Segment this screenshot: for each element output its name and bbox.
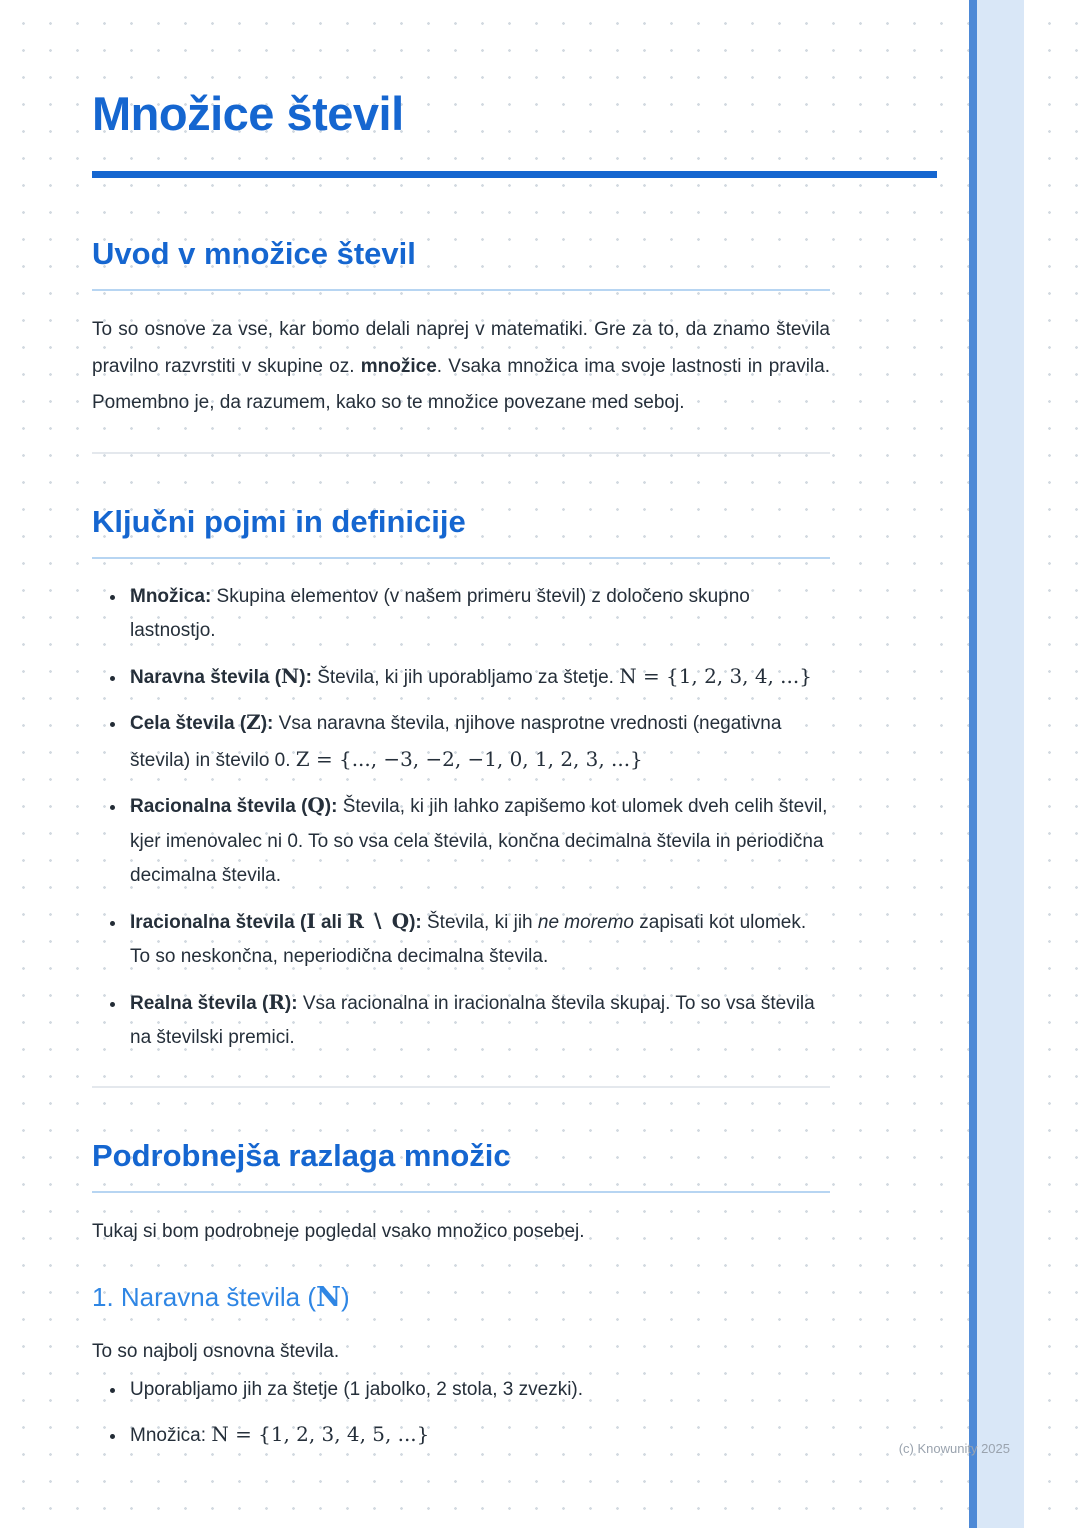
watermark: (c) Knowunity 2025 bbox=[898, 1441, 1010, 1456]
text-segment: To so osnove za vse, kar bomo delali naprej v matematiki. Gre za to, da znamo števila pravilno razvrstiti v skupine oz. bbox=[92, 319, 830, 377]
text-segment: Naravna števila ( bbox=[130, 666, 282, 688]
section-kljucni-pojmi bbox=[92, 502, 937, 1056]
text-segment: Racionalna števila ( bbox=[130, 796, 308, 817]
text-segment: zapisati kot ulomek. To so neskončna, neperiodična decimalna števila. bbox=[130, 911, 807, 967]
list-item bbox=[126, 659, 830, 696]
list-item bbox=[126, 705, 830, 778]
text-segment: N = {1, 2, 3, 4, ...} bbox=[619, 663, 812, 688]
naravna-stevila-list bbox=[92, 1373, 830, 1454]
text-segment: ): bbox=[324, 796, 338, 817]
text-segment: Števila, ki jih uporabljamo za štetje. bbox=[311, 666, 620, 688]
section-intro-paragraph: Tukaj si bom podrobneje pogledal vsako množico posebej. bbox=[92, 1220, 585, 1242]
text-segment: N bbox=[281, 663, 300, 688]
text-segment: Števila, ki jih lahko zapišemo kot ulomek dveh celih števil, kjer imenovalec ni 0. To so vsa cela števila, končna decimalna števila in periodična decimalna števila. bbox=[130, 796, 828, 886]
intro-paragraph bbox=[92, 312, 830, 422]
list-item bbox=[126, 580, 830, 649]
page-title: Množice števil bbox=[92, 87, 404, 140]
text-segment: ): bbox=[260, 713, 274, 734]
text-segment: Števila, ki jih bbox=[421, 911, 538, 933]
text-segment: Q bbox=[307, 793, 325, 817]
section-heading-kljucni-pojmi: Ključni pojmi in definicije bbox=[92, 502, 830, 559]
text-segment: Vsa racionalna in iracionalna števila skupaj. To so vsa števila na številski premici. bbox=[130, 992, 815, 1048]
subsection-heading-naravna-stevila bbox=[92, 1280, 937, 1314]
list-item bbox=[126, 788, 830, 894]
text-segment: množice bbox=[360, 355, 437, 377]
text-segment: Iracionalna števila ( bbox=[130, 911, 307, 933]
list-item bbox=[126, 1417, 830, 1454]
title-rule bbox=[92, 171, 937, 178]
text-segment: Množica: bbox=[130, 1425, 212, 1446]
text-segment: Vsa naravna števila, njihove nasprotne vrednosti (negativna števila) in število 0. bbox=[130, 713, 782, 771]
page-edge-stripe bbox=[977, 0, 1024, 1528]
text-segment: Uporabljamo jih za štetje (1 jabolko, 2 stola, 3 zvezki). bbox=[130, 1378, 584, 1400]
section-podrobnejsa-razlaga bbox=[92, 1136, 937, 1454]
text-segment: Cela števila ( bbox=[130, 713, 247, 734]
text-segment: 1. Naravna števila ( bbox=[92, 1282, 316, 1312]
subsection-intro-paragraph: To so najbolj osnovna števila. bbox=[92, 1341, 340, 1362]
text-segment: Skupina elementov (v našem primeru števil) z določeno skupno lastnostjo. bbox=[130, 585, 750, 641]
list-item bbox=[126, 904, 830, 975]
section-divider bbox=[92, 452, 830, 454]
text-segment: ): bbox=[409, 911, 422, 933]
text-segment: Množica: bbox=[130, 585, 212, 607]
section-divider bbox=[92, 1086, 830, 1088]
section-heading-uvod: Uvod v množice števil bbox=[92, 234, 830, 291]
text-segment: N = {1, 2, 3, 4, 5, ...} bbox=[211, 1422, 430, 1446]
text-segment: Z = {..., −3, −2, −1, 0, 1, 2, 3, ...} bbox=[295, 746, 643, 771]
section-uvod bbox=[92, 234, 937, 422]
text-segment: ali bbox=[315, 911, 348, 933]
text-segment: . Vsaka množica ima svoje lastnosti in pravila. Pomembno je, da razumem, kako so te množice povezane med seboj. bbox=[92, 355, 830, 413]
text-segment: ne moremo bbox=[537, 911, 634, 933]
text-segment: R bbox=[268, 989, 285, 1014]
page-edge-line bbox=[969, 0, 977, 1528]
text-segment: ): bbox=[299, 666, 312, 688]
text-segment: ): bbox=[284, 992, 298, 1014]
list-item bbox=[126, 985, 830, 1056]
section-heading-podrobnejsa: Podrobnejša razlaga množic bbox=[92, 1136, 830, 1193]
document-content bbox=[92, 0, 937, 1464]
text-segment: I bbox=[306, 908, 316, 933]
text-segment: R ∖ Q bbox=[347, 908, 410, 933]
definitions-list bbox=[92, 580, 830, 1056]
list-item bbox=[126, 1373, 830, 1408]
text-segment: Z bbox=[246, 710, 261, 734]
text-segment: N bbox=[315, 1281, 341, 1313]
text-segment: Realna števila ( bbox=[130, 992, 269, 1014]
text-segment: ) bbox=[340, 1282, 350, 1312]
